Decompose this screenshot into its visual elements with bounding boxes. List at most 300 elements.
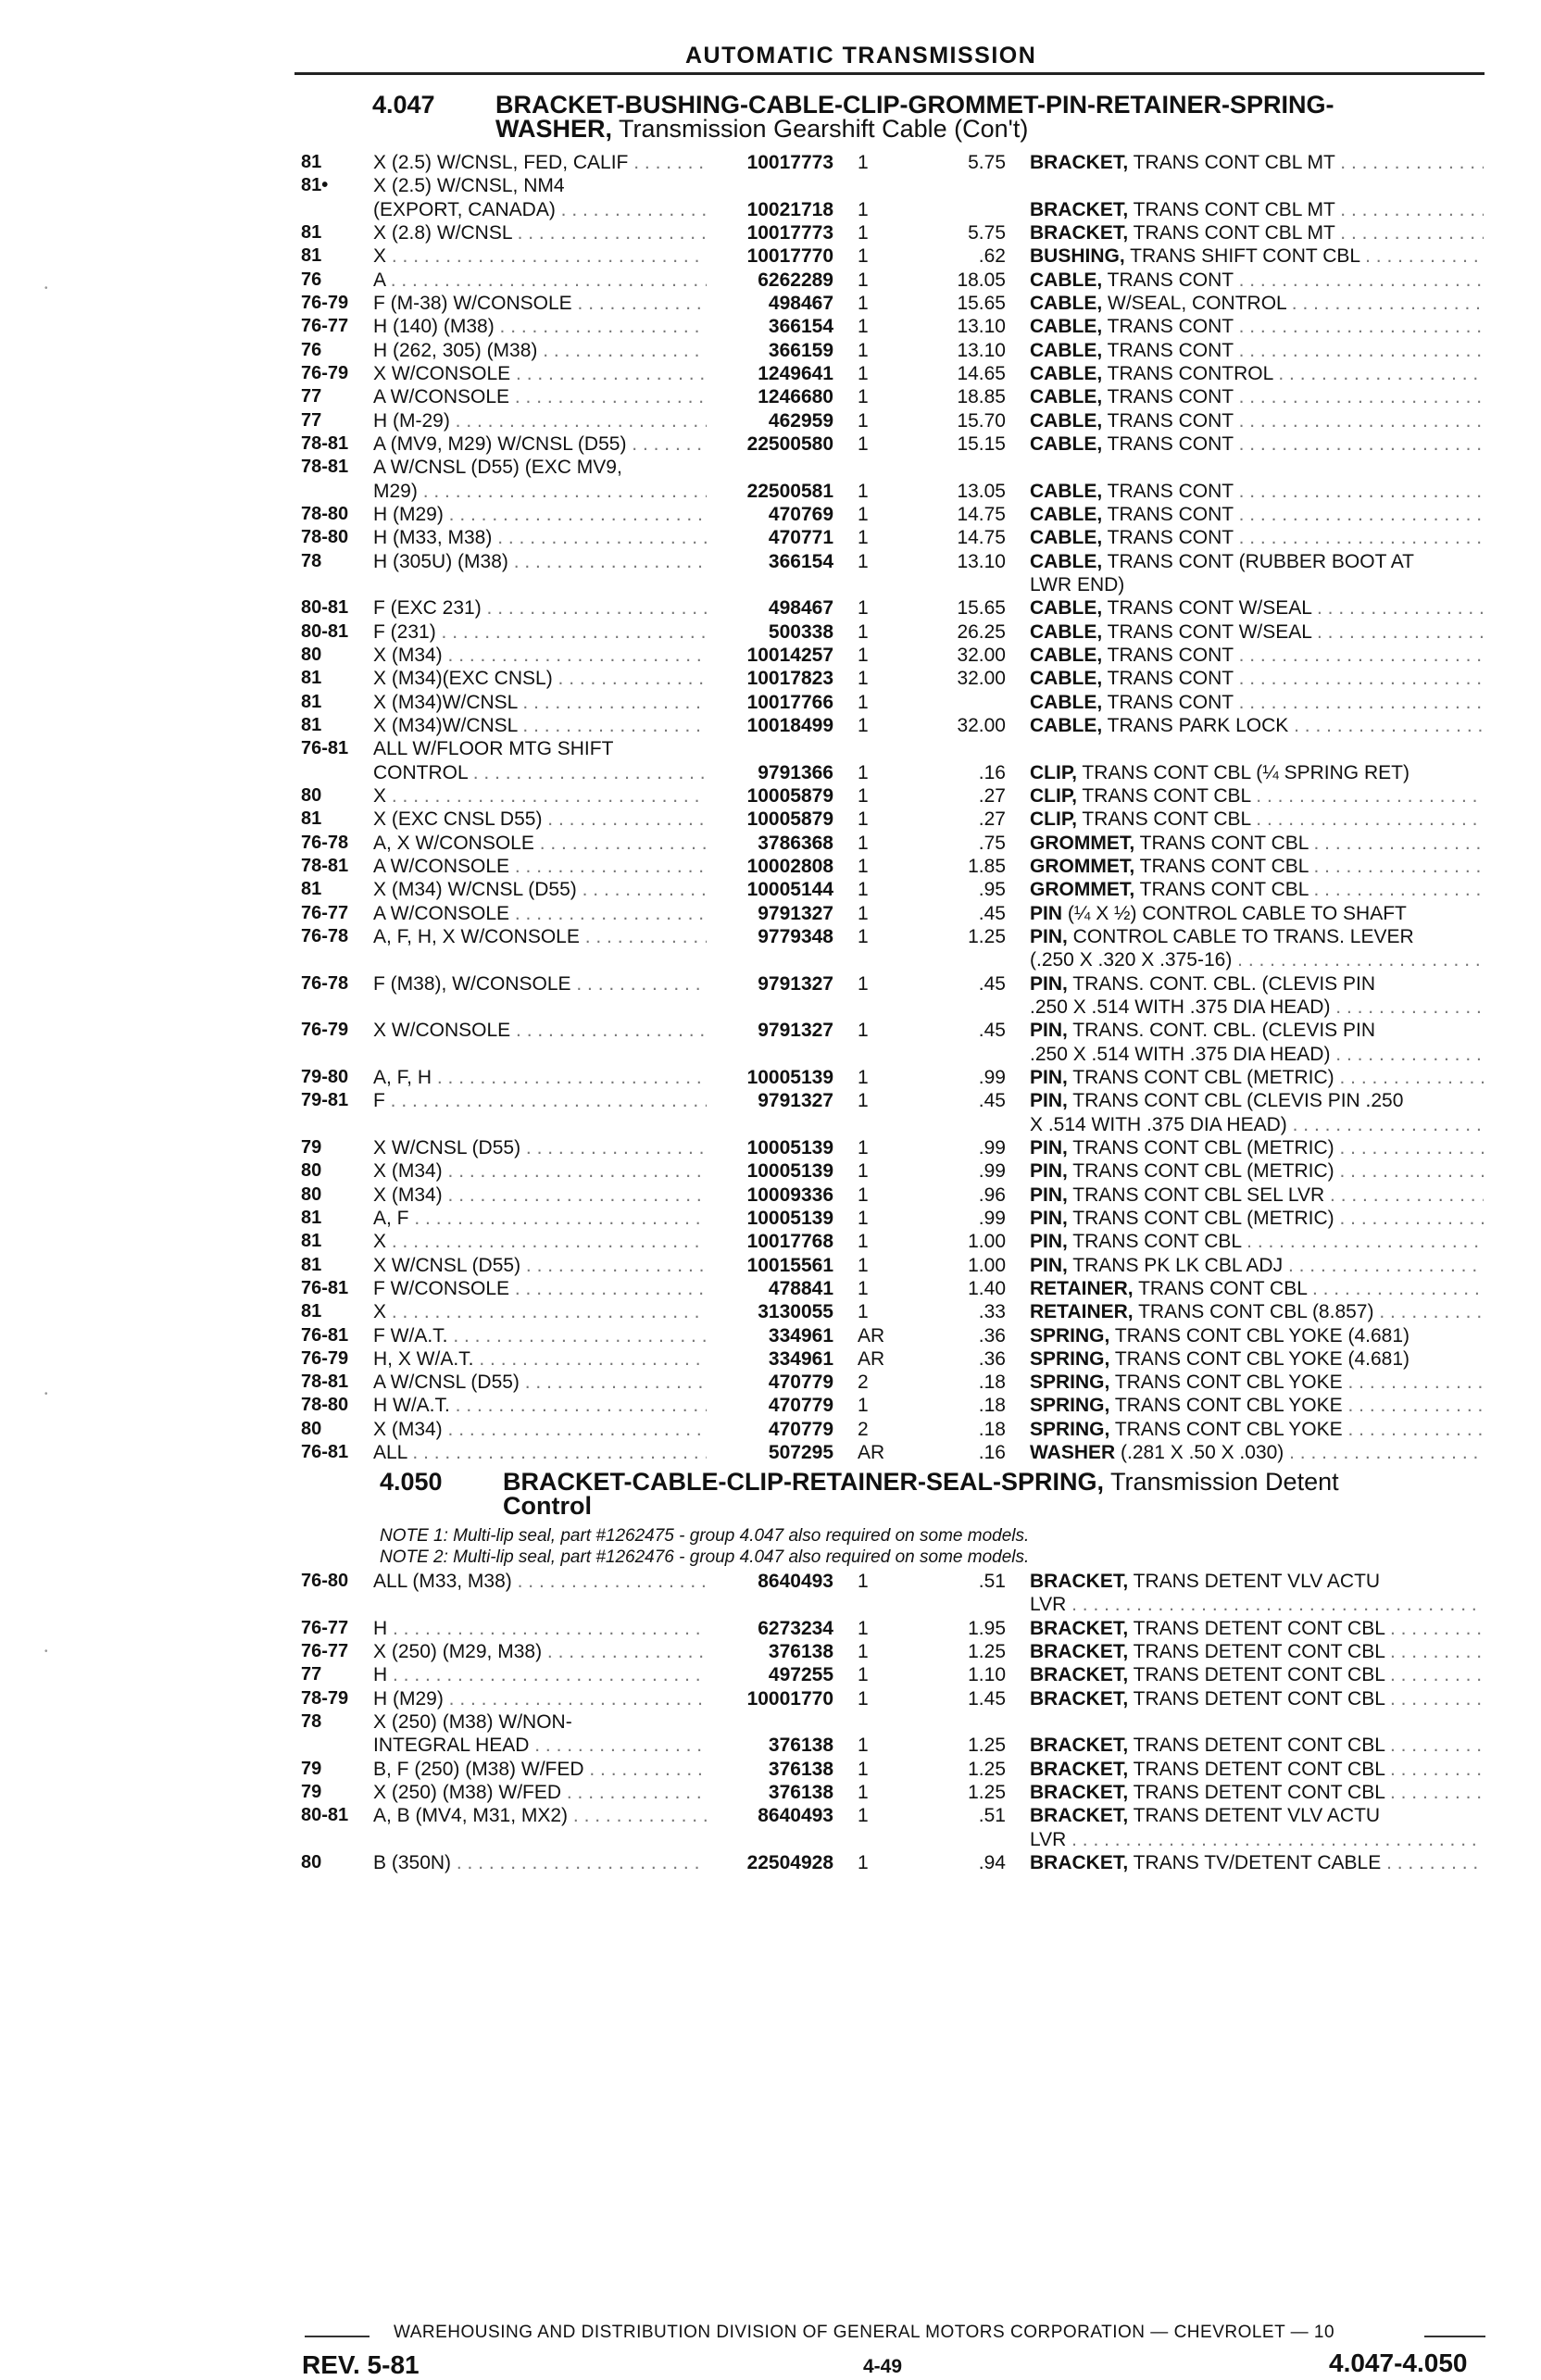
application: X (M34)(EXC CNSL) . . . xyxy=(373,668,707,690)
quantity: 1 xyxy=(858,1090,869,1112)
application: INTEGRAL HEAD . . . xyxy=(373,1735,707,1757)
part-name-keyword: PIN, xyxy=(1030,1254,1068,1276)
table-row xyxy=(0,1805,1541,1828)
part-name-detail: TRANS CONT CBL xyxy=(1076,808,1251,831)
quantity: 1 xyxy=(858,1851,869,1873)
section-title-line2 xyxy=(495,117,1028,141)
part-number: 10001770 xyxy=(746,1687,833,1710)
quantity: 1 xyxy=(858,1020,869,1042)
part-number: 3130055 xyxy=(758,1301,833,1323)
part-name-keyword: RETAINER, xyxy=(1030,1277,1134,1299)
part-name-detail: TRANS CONT CBL (METRIC) xyxy=(1067,1160,1334,1183)
table-row xyxy=(0,340,1541,363)
price: 1.25 xyxy=(968,1781,1006,1803)
part-name xyxy=(1030,715,1484,737)
table-row xyxy=(0,597,1541,620)
part-name xyxy=(1030,1735,1484,1757)
part-number: 9791327 xyxy=(758,1020,833,1042)
application: (EXPORT, CANADA) . . . xyxy=(373,199,707,221)
model-year: 76-81 xyxy=(301,1442,349,1463)
part-name xyxy=(1030,1090,1484,1112)
model-year: 80 xyxy=(301,784,322,806)
model-year: 76 xyxy=(301,269,322,290)
part-name xyxy=(1030,996,1484,1019)
part-name-keyword: PIN, xyxy=(1030,1090,1068,1112)
price: .99 xyxy=(978,1207,1006,1229)
price: .99 xyxy=(978,1160,1006,1183)
model-year: 79 xyxy=(301,1136,322,1158)
price: .99 xyxy=(978,1066,1006,1088)
model-year: 81 xyxy=(301,714,322,735)
group-range: 4.047-4.050 xyxy=(1329,2349,1468,2377)
part-name-keyword: PIN xyxy=(1030,902,1063,924)
part-name-keyword: CLIP, xyxy=(1030,761,1077,783)
part-name-detail: TRANS CONT xyxy=(1102,339,1234,361)
note-1: NOTE 1: Multi-lip seal, part #1262475 - group 4.047 also required on some models. xyxy=(380,1526,1030,1546)
part-name-keyword: SPRING, xyxy=(1030,1347,1110,1370)
part-name xyxy=(1030,1759,1484,1781)
application: X W/CONSOLE . . . xyxy=(373,1020,707,1042)
application: F (EXC 231) . . . xyxy=(373,597,707,620)
part-name xyxy=(1030,1829,1484,1851)
part-name xyxy=(1030,645,1484,667)
price: .94 xyxy=(978,1851,1006,1873)
application: ALL (M33, M38) . . . xyxy=(373,1571,707,1593)
application: F . . . xyxy=(373,1090,707,1112)
table-row xyxy=(0,481,1541,504)
part-name-keyword: CABLE, xyxy=(1030,292,1103,314)
part-name-detail: TRANS CONT CBL xyxy=(1076,784,1251,807)
price: .96 xyxy=(978,1184,1006,1206)
table-row xyxy=(0,1044,1541,1067)
quantity: 1 xyxy=(858,1136,869,1159)
model-year: 80 xyxy=(301,1851,322,1873)
footer-line: WAREHOUSING AND DISTRIBUTION DIVISION OF GENERAL MOTORS CORPORATION — CHEVROLET — 10 xyxy=(394,2323,1335,2342)
table-row xyxy=(0,645,1541,668)
quantity: 1 xyxy=(858,784,869,807)
footer-rule-right xyxy=(1424,2336,1485,2337)
application: X (EXC CNSL D55) . . . xyxy=(373,808,707,831)
price: .36 xyxy=(978,1347,1006,1370)
table-row xyxy=(0,1020,1541,1043)
table-row xyxy=(0,1114,1541,1137)
table-row xyxy=(0,551,1541,574)
part-name-keyword: CABLE, xyxy=(1030,362,1103,384)
model-year: 81 xyxy=(301,1301,322,1322)
part-number: 3786368 xyxy=(758,832,833,854)
part-name-detail: TRANS CONT CBL (METRIC) xyxy=(1067,1207,1334,1229)
quantity: 1 xyxy=(858,1301,869,1323)
price: 1.25 xyxy=(968,1758,1006,1780)
part-name-keyword: CABLE, xyxy=(1030,339,1103,361)
part-name xyxy=(1030,1044,1484,1066)
table-row xyxy=(0,1782,1541,1805)
part-number: 22500580 xyxy=(746,432,833,455)
model-year: 78-80 xyxy=(301,527,349,548)
part-name xyxy=(1030,692,1484,714)
application: X (M34)W/CNSL . . . xyxy=(373,715,707,737)
part-name-detail: (¼ X ½) CONTROL CABLE TO SHAFT xyxy=(1062,902,1407,924)
application: X (M34) W/CNSL (D55) . . . xyxy=(373,879,707,901)
table-row xyxy=(0,738,1541,761)
quantity: 1 xyxy=(858,761,869,783)
price: 1.40 xyxy=(968,1277,1006,1299)
table-row xyxy=(0,1184,1541,1208)
part-name-keyword: BRACKET, xyxy=(1030,1758,1129,1780)
part-number: 6273234 xyxy=(758,1617,833,1639)
table-row xyxy=(0,245,1541,269)
part-name-keyword: BUSHING, xyxy=(1030,245,1125,268)
part-name xyxy=(1030,410,1484,432)
quantity: AR xyxy=(858,1324,885,1347)
application: H (M29) . . . xyxy=(373,1688,707,1710)
price: .45 xyxy=(978,972,1006,995)
model-year: 78-80 xyxy=(301,503,349,524)
quantity: 1 xyxy=(858,1735,869,1757)
price: 1.25 xyxy=(968,925,1006,947)
application: A, X W/CONSOLE . . . xyxy=(373,833,707,855)
part-name xyxy=(1030,527,1484,549)
application: A W/CNSL (D55) . . . xyxy=(373,1372,707,1394)
part-name xyxy=(1030,1618,1484,1640)
table-row xyxy=(0,574,1541,597)
table-row xyxy=(0,1137,1541,1160)
section-title-line2-rest: Transmission Gearshift Cable (Con't) xyxy=(612,115,1029,143)
quantity: 1 xyxy=(858,972,869,995)
quantity: 1 xyxy=(858,527,869,549)
part-name-detail: TRANS CONT CBL (¼ SPRING RET) xyxy=(1076,761,1409,783)
application: F (M38), W/CONSOLE . . . xyxy=(373,973,707,996)
part-name xyxy=(1030,973,1484,996)
part-name-keyword: CLIP, xyxy=(1030,808,1077,831)
quantity: 1 xyxy=(858,198,869,220)
section-title-line1: BRACKET-BUSHING-CABLE-CLIP-GROMMET-PIN-RETAINER-SPRING- xyxy=(495,91,1334,119)
table-row xyxy=(0,1442,1541,1465)
part-name-detail: .250 X .514 WITH .375 DIA HEAD) xyxy=(1030,996,1331,1018)
application: X (2.8) W/CNSL . . . xyxy=(373,222,707,244)
table-row xyxy=(0,199,1541,222)
application: X (M34) . . . xyxy=(373,1419,707,1441)
part-name-detail: TRANS CONT xyxy=(1102,316,1234,338)
part-name xyxy=(1030,574,1484,596)
part-number: 10021718 xyxy=(746,198,833,220)
price: .75 xyxy=(978,832,1006,854)
table-row xyxy=(0,1231,1541,1254)
part-number: 10014257 xyxy=(746,644,833,666)
part-name-detail: CONTROL CABLE TO TRANS. LEVER xyxy=(1067,925,1414,947)
part-name-detail: TRANS TV/DETENT CABLE xyxy=(1128,1851,1382,1873)
part-number: 334961 xyxy=(768,1324,833,1347)
part-number: 470779 xyxy=(768,1372,833,1394)
quantity: 1 xyxy=(858,503,869,525)
application: B, F (250) (M38) W/FED . . . xyxy=(373,1759,707,1781)
part-name xyxy=(1030,668,1484,690)
part-name-keyword: CABLE, xyxy=(1030,550,1103,572)
price: 1.00 xyxy=(968,1254,1006,1276)
part-name-detail: TRANS DETENT CONT CBL xyxy=(1128,1617,1385,1639)
part-name-keyword: PIN, xyxy=(1030,1184,1068,1206)
application: X (2.5) W/CNSL, NM4 xyxy=(373,175,565,197)
part-name-detail: TRANS CONT CBL (CLEVIS PIN .250 xyxy=(1067,1090,1404,1112)
part-name-detail: TRANS CONT xyxy=(1102,432,1234,455)
price: 14.75 xyxy=(957,503,1006,525)
price: .99 xyxy=(978,1136,1006,1159)
part-name-detail: TRANS CONT CBL MT xyxy=(1128,198,1335,220)
table-row xyxy=(0,1711,1541,1735)
part-number: 10015561 xyxy=(746,1254,833,1276)
price: .36 xyxy=(978,1324,1006,1347)
model-year: 81 xyxy=(301,1254,322,1275)
part-name xyxy=(1030,833,1484,855)
application: F W/A.T. . . . xyxy=(373,1325,707,1347)
table-row xyxy=(0,1255,1541,1278)
part-name-keyword: BRACKET, xyxy=(1030,1640,1129,1662)
part-name-keyword: BRACKET, xyxy=(1030,1617,1129,1639)
application: A, F, H, X W/CONSOLE . . . xyxy=(373,926,707,948)
model-year: 78-81 xyxy=(301,432,349,454)
header-rule xyxy=(294,72,1485,75)
part-name-detail: TRANS CONT CBL YOKE (4.681) xyxy=(1109,1324,1410,1347)
quantity: 1 xyxy=(858,832,869,854)
part-name xyxy=(1030,1325,1484,1347)
model-year: 76-78 xyxy=(301,925,349,946)
part-name-keyword: CABLE, xyxy=(1030,620,1103,643)
quantity: 1 xyxy=(858,432,869,455)
part-name xyxy=(1030,1278,1484,1300)
model-year: 81• xyxy=(301,175,329,196)
price: 14.75 xyxy=(957,527,1006,549)
part-number: 1249641 xyxy=(758,362,833,384)
price: 5.75 xyxy=(968,152,1006,173)
table-row xyxy=(0,926,1541,949)
application: A (MV9, M29) W/CNSL (D55) . . . xyxy=(373,433,707,456)
part-name xyxy=(1030,785,1484,808)
part-name-keyword: GROMMET, xyxy=(1030,879,1135,901)
part-number: 22504928 xyxy=(746,1851,833,1873)
quantity: 1 xyxy=(858,292,869,314)
part-name-detail: LWR END) xyxy=(1030,573,1125,595)
quantity: 1 xyxy=(858,1781,869,1803)
model-year: 76-78 xyxy=(301,972,349,994)
model-year: 77 xyxy=(301,1664,322,1685)
model-year: 81 xyxy=(301,245,322,267)
part-name-keyword: CABLE, xyxy=(1030,409,1103,432)
part-name xyxy=(1030,621,1484,644)
application: H (262, 305) (M38) . . . xyxy=(373,340,707,362)
model-year: 78-81 xyxy=(301,457,349,478)
model-year: 79 xyxy=(301,1781,322,1802)
model-year: 80 xyxy=(301,1160,322,1182)
price: 15.65 xyxy=(957,292,1006,314)
part-name-keyword: BRACKET, xyxy=(1030,1687,1129,1710)
part-name-keyword: CABLE, xyxy=(1030,527,1103,549)
part-name-detail: TRANS CONT CBL xyxy=(1133,1277,1308,1299)
price: 1.95 xyxy=(968,1617,1006,1639)
quantity: 1 xyxy=(858,620,869,643)
part-name xyxy=(1030,926,1484,948)
part-number: 366159 xyxy=(768,339,833,361)
model-year: 80 xyxy=(301,1418,322,1439)
part-name-detail: (.281 X .50 X .030) xyxy=(1115,1442,1284,1464)
quantity: 1 xyxy=(858,691,869,713)
table-row xyxy=(0,1829,1541,1852)
application: X (M34) . . . xyxy=(373,645,707,667)
price: .27 xyxy=(978,784,1006,807)
part-name-detail: X .514 WITH .375 DIA HEAD) xyxy=(1030,1113,1287,1135)
part-name xyxy=(1030,808,1484,831)
part-name-keyword: BRACKET, xyxy=(1030,1735,1129,1757)
application: A, B (MV4, M31, MX2) . . . xyxy=(373,1805,707,1827)
table-row xyxy=(0,668,1541,691)
model-year: 81 xyxy=(301,808,322,830)
part-name-keyword: PIN, xyxy=(1030,925,1068,947)
quantity: 1 xyxy=(858,879,869,901)
application: A, F, H . . . xyxy=(373,1067,707,1089)
part-name-detail: TRANS DETENT CONT CBL xyxy=(1128,1781,1385,1803)
application: F (231) . . . xyxy=(373,621,707,644)
part-name xyxy=(1030,1852,1484,1874)
part-number: 10017773 xyxy=(746,152,833,173)
part-name xyxy=(1030,293,1484,315)
part-number: 10005879 xyxy=(746,808,833,831)
model-year: 76-81 xyxy=(301,1277,349,1298)
part-name-keyword: CLIP, xyxy=(1030,784,1077,807)
table-row xyxy=(0,1688,1541,1711)
quantity: 1 xyxy=(858,1066,869,1088)
part-name-keyword: PIN, xyxy=(1030,1160,1068,1183)
application: F (M-38) W/CONSOLE . . . xyxy=(373,293,707,315)
quantity: 1 xyxy=(858,1758,869,1780)
part-number: 376138 xyxy=(768,1758,833,1780)
part-name-keyword: BRACKET, xyxy=(1030,198,1129,220)
part-name-detail: TRANS CONT xyxy=(1102,409,1234,432)
application: X (250) (M38) W/NON- xyxy=(373,1710,572,1733)
quantity: 1 xyxy=(858,1395,869,1417)
part-name xyxy=(1030,1114,1484,1136)
table-row xyxy=(0,152,1541,175)
quantity: 1 xyxy=(858,1664,869,1686)
quantity: 1 xyxy=(858,1617,869,1639)
quantity: AR xyxy=(858,1347,885,1370)
model-year: 78-81 xyxy=(301,1372,349,1393)
quantity: 1 xyxy=(858,1571,869,1592)
application: H (M-29) . . . xyxy=(373,410,707,432)
part-name-keyword: CABLE, xyxy=(1030,432,1103,455)
price: 15.65 xyxy=(957,597,1006,620)
scan-speck: • xyxy=(44,1389,48,1399)
model-year: 81 xyxy=(301,691,322,712)
application: X . . . xyxy=(373,1301,707,1323)
application: H W/A.T. . . . xyxy=(373,1395,707,1417)
model-year: 77 xyxy=(301,386,322,407)
part-name-detail: TRANS PARK LOCK xyxy=(1102,714,1289,736)
table-row xyxy=(0,527,1541,550)
price: 1.85 xyxy=(968,855,1006,877)
quantity: 1 xyxy=(858,714,869,736)
part-name-detail: LVR xyxy=(1030,1594,1067,1616)
model-year: 76-79 xyxy=(301,1020,349,1041)
part-name xyxy=(1030,340,1484,362)
table-row xyxy=(0,1160,1541,1184)
application: X . . . xyxy=(373,245,707,268)
application: X (M34)W/CNSL . . . xyxy=(373,692,707,714)
price: .45 xyxy=(978,1090,1006,1112)
part-name-keyword: CABLE, xyxy=(1030,503,1103,525)
quantity: 1 xyxy=(858,1254,869,1276)
application: CONTROL . . . xyxy=(373,762,707,784)
part-name-keyword: BRACKET, xyxy=(1030,1664,1129,1686)
table-row xyxy=(0,1301,1541,1324)
model-year: 76-81 xyxy=(301,738,349,759)
part-number: 10005879 xyxy=(746,784,833,807)
application: H . . . xyxy=(373,1664,707,1686)
part-name-keyword: GROMMET, xyxy=(1030,855,1135,877)
part-name-keyword: BRACKET, xyxy=(1030,1781,1129,1803)
part-name-detail: TRANS CONT xyxy=(1102,386,1234,408)
application: A W/CNSL (D55) (EXC MV9, xyxy=(373,457,622,479)
quantity: 1 xyxy=(858,269,869,291)
price: 13.10 xyxy=(957,339,1006,361)
model-year: 81 xyxy=(301,221,322,243)
part-name-keyword: CABLE, xyxy=(1030,597,1103,620)
price: 1.00 xyxy=(968,1231,1006,1253)
part-name xyxy=(1030,1782,1484,1804)
part-name-detail: TRANS CONT CBL YOKE xyxy=(1109,1395,1343,1417)
table-row xyxy=(0,692,1541,715)
section-title-line1-rest: Transmission Detent xyxy=(1104,1468,1339,1496)
part-name xyxy=(1030,949,1484,971)
table-row xyxy=(0,433,1541,457)
part-name-keyword: CABLE, xyxy=(1030,644,1103,666)
model-year: 76-81 xyxy=(301,1324,349,1346)
part-name-detail: TRANS CONTROL xyxy=(1102,362,1273,384)
quantity: 1 xyxy=(858,316,869,338)
part-name xyxy=(1030,1372,1484,1394)
part-name-keyword: CABLE, xyxy=(1030,691,1103,713)
part-name xyxy=(1030,856,1484,878)
application: X W/CNSL (D55) . . . xyxy=(373,1137,707,1159)
part-name-detail: TRANS CONT (RUBBER BOOT AT xyxy=(1102,550,1415,572)
price: 1.25 xyxy=(968,1640,1006,1662)
price: 15.70 xyxy=(957,409,1006,432)
part-name-detail: TRANS. CONT. CBL. (CLEVIS PIN xyxy=(1067,972,1376,995)
part-name-keyword: BRACKET, xyxy=(1030,221,1129,244)
quantity: 1 xyxy=(858,339,869,361)
part-number: 6262289 xyxy=(758,269,833,291)
part-name-keyword: SPRING, xyxy=(1030,1372,1110,1394)
part-name-keyword: PIN, xyxy=(1030,1020,1068,1042)
part-name xyxy=(1030,1301,1484,1323)
part-name-detail: TRANS CONT CBL (8.857) xyxy=(1133,1301,1374,1323)
table-row xyxy=(0,856,1541,879)
part-number: 10005144 xyxy=(746,879,833,901)
application: H (M29) . . . xyxy=(373,504,707,526)
model-year: 77 xyxy=(301,409,322,431)
model-year: 76-77 xyxy=(301,1640,349,1661)
part-name-keyword: PIN, xyxy=(1030,1066,1068,1088)
part-name-detail: TRANS DETENT CONT CBL xyxy=(1128,1687,1385,1710)
part-name-detail: TRANS DETENT CONT CBL xyxy=(1128,1664,1385,1686)
price: .45 xyxy=(978,902,1006,924)
model-year: 78 xyxy=(301,1710,322,1732)
part-number: 498467 xyxy=(768,292,833,314)
price: .18 xyxy=(978,1372,1006,1394)
part-name xyxy=(1030,1571,1484,1593)
quantity: 1 xyxy=(858,1184,869,1206)
table-row xyxy=(0,762,1541,785)
table-row xyxy=(0,903,1541,926)
part-number: 376138 xyxy=(768,1735,833,1757)
